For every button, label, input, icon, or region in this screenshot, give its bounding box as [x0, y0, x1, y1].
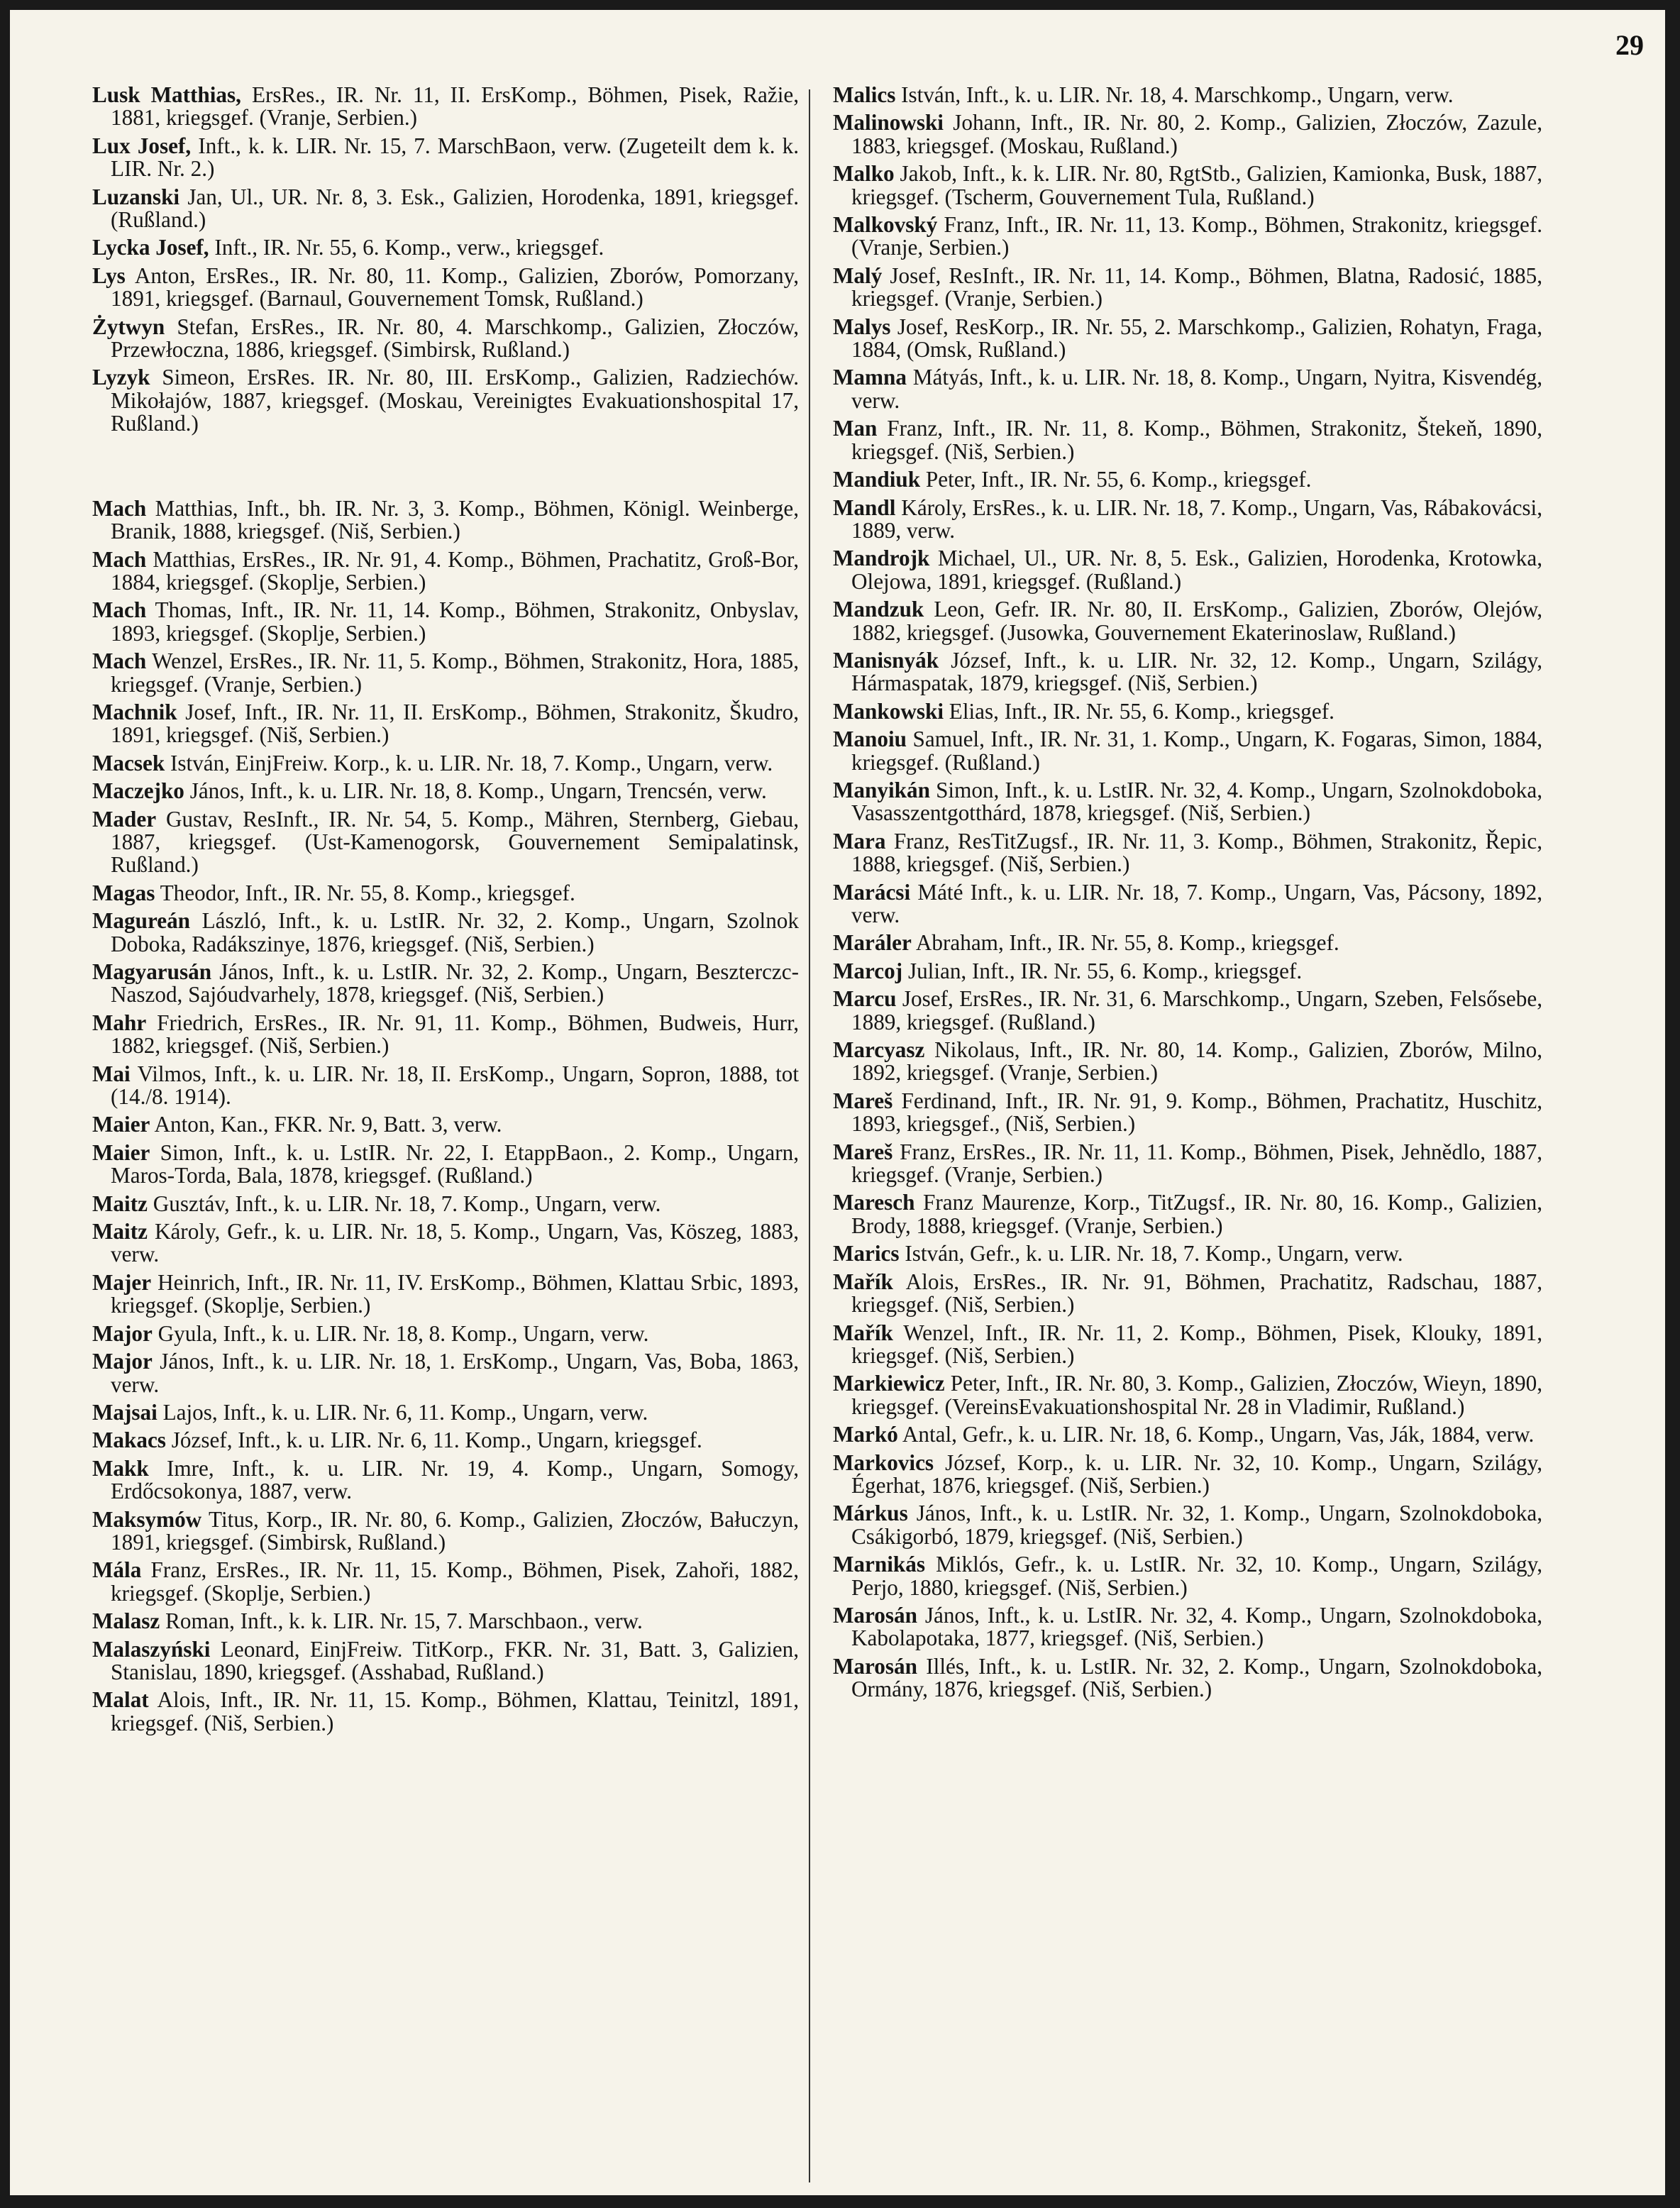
roster-entry: [92, 1559, 799, 1605]
roster-entry: [833, 1271, 1542, 1317]
entry-details: Stefan, ErsRes., IR. Nr. 80, 4. Marschkomp., Galizien, Złoczów, Przewłoczna, 1886, kriegsgef. (Simbirsk, Rußland.): [111, 314, 800, 363]
document-page: [10, 10, 1665, 2195]
entry-name: Maier: [92, 1139, 150, 1165]
entry-details: Johann, Inft., IR. Nr. 80, 2. Komp., Galizien, Złoczów, Zazule, 1883, kriegsgef. (Moskau, Rußland.): [851, 110, 1543, 158]
entry-details: Peter, Inft., IR. Nr. 55, 6. Komp., kriegsgef.: [925, 467, 1312, 492]
entry-details: Elias, Inft., IR. Nr. 55, 6. Komp., kriegsgef.: [949, 698, 1334, 724]
entry-name: Majsai: [92, 1399, 158, 1425]
entry-name: Makk: [92, 1455, 149, 1481]
entry-name: Mamna: [833, 365, 907, 390]
entry-details: Matthias, Inft., bh. IR. Nr. 3, 3. Komp., Böhmen, Königl. Weinberge, Branik, 1888, kriegsgef. (Niš, Serbien.): [111, 495, 799, 544]
roster-entry: [92, 882, 799, 905]
roster-entry: [833, 700, 1542, 723]
roster-entry: [833, 881, 1542, 927]
roster-entry: [92, 808, 799, 877]
roster-entry: [833, 84, 1542, 106]
entry-details: Leon, Gefr. IR. Nr. 80, II. ErsKomp., Galizien, Zborów, Olejów, 1882, kriegsgef. (Jusowka, Gouvernement Ekaterinoslaw, Rußland.): [851, 597, 1542, 645]
entry-name: Manoiu: [833, 727, 907, 752]
entry-name: Malics: [833, 82, 896, 107]
entry-details: Heinrich, Inft., IR. Nr. 11, IV. ErsKomp., Böhmen, Klattau Srbic, 1893, kriegsgef. (Skoplje, Serbien.): [111, 1269, 799, 1318]
roster-entry: [833, 111, 1542, 158]
roster-entry: [92, 752, 799, 775]
roster-entry: [833, 1553, 1542, 1599]
roster-entry: [92, 1271, 799, 1318]
entry-name: Malaszyński: [92, 1636, 211, 1662]
entry-details: Theodor, Inft., IR. Nr. 55, 8. Komp., kriegsgef.: [160, 880, 575, 905]
entry-details: Simon, Inft., k. u. LstIR. Nr. 22, I. EtappBaon., 2. Komp., Ungarn, Maros-Torda, Bala, 1878, kriegsgef. (Rußland.): [111, 1139, 799, 1188]
entry-name: Maitz: [92, 1219, 148, 1244]
entry-details: Josef, ResInft., IR. Nr. 11, 14. Komp., Böhmen, Blatna, Radosić, 1885, kriegsgef. (Vranje, Serbien.): [851, 263, 1543, 311]
entry-name: Lycka Josef,: [92, 235, 209, 260]
roster-entry: [833, 1322, 1542, 1368]
roster-entry: [92, 548, 799, 595]
entry-details: Abraham, Inft., IR. Nr. 55, 8. Komp., kriegsgef.: [915, 930, 1339, 956]
roster-entry: [92, 1220, 799, 1266]
entry-name: Lyzyk: [92, 365, 150, 390]
roster-entry: [833, 497, 1542, 543]
entry-details: Wenzel, ErsRes., IR. Nr. 11, 5. Komp., Böhmen, Strakonitz, Hora, 1885, kriegsgef. (Vranje, Serbien.): [111, 648, 800, 697]
entry-details: Anton, ErsRes., IR. Nr. 80, 11. Komp., Galizien, Zborów, Pomorzany, 1891, kriegsgef. (Barnaul, Gouvernement Tomsk, Rußland.): [111, 263, 800, 311]
roster-entry: [92, 1350, 799, 1396]
roster-entry: [92, 1638, 799, 1684]
entry-details: Simeon, ErsRes. IR. Nr. 80, III. ErsKomp., Galizien, Radziechów. Mikołajów, 1887, kriegsgef. (Moskau, Vereinigtes Evakuationshospital 17, Rußland.): [111, 365, 799, 436]
entry-details: Titus, Korp., IR. Nr. 80, 6. Komp., Galizien, Złoczów, Bałuczyn, 1891, kriegsgef. (Simbirsk, Rußland.): [111, 1506, 799, 1555]
roster-entry: [92, 701, 799, 747]
entry-details: László, Inft., k. u. LstIR. Nr. 32, 2. Komp., Ungarn, Szolnok Doboka, Radákszinye, 1876, kriegsgef. (Niš, Serbien.): [111, 908, 799, 956]
entry-name: Malko: [833, 161, 895, 187]
entry-details: Antal, Gefr., k. u. LIR. Nr. 18, 6. Komp., Ungarn, Vas, Ják, 1884, verw.: [902, 1422, 1535, 1447]
entry-details: István, Inft., k. u. LIR. Nr. 18, 4. Marschkomp., Ungarn, verw.: [901, 82, 1454, 107]
roster-entry: [92, 186, 799, 232]
entry-name: Mai: [92, 1061, 131, 1086]
entry-details: ErsRes., IR. Nr. 11, II. ErsKomp., Böhmen, Pisek, Ražie, 1881, kriegsgef. (Vranje, Serbien.): [111, 82, 800, 131]
entry-details: Illés, Inft., k. u. LstIR. Nr. 32, 2. Komp., Ungarn, Szolnokdoboka, Ormány, 1876, kriegsgef. (Niš, Serbien.): [851, 1653, 1542, 1702]
entry-name: Malinowski: [833, 110, 944, 136]
entry-name: Lys: [92, 263, 126, 288]
roster-entry: [92, 599, 799, 645]
entry-details: Josef, Inft., IR. Nr. 11, II. ErsKomp., Böhmen, Strakonitz, Škudro, 1891, kriegsgef. (Niš, Serbien.): [111, 699, 799, 748]
entry-name: Mareš: [833, 1088, 893, 1113]
entry-details: Josef, ErsRes., IR. Nr. 31, 6. Marschkomp., Ungarn, Szeben, Felsősebe, 1889, kriegsgef. (Rußland.): [851, 986, 1542, 1034]
entry-details: Károly, Gefr., k. u. LIR. Nr. 18, 5. Komp., Ungarn, Vas, Köszeg, 1883, verw.: [111, 1219, 800, 1267]
roster-entry: [92, 1508, 799, 1555]
entry-name: Mach: [92, 495, 147, 521]
roster-entry: [92, 1113, 799, 1136]
entry-details: Franz, Inft., IR. Nr. 11, 13. Komp., Böhmen, Strakonitz, kriegsgef. (Vranje, Serbien.): [851, 212, 1543, 260]
entry-details: Alois, ErsRes., IR. Nr. 91, Böhmen, Prachatitz, Radschau, 1887, kriegsgef. (Niš, Serbien.): [851, 1269, 1542, 1318]
roster-entry: [92, 265, 799, 311]
roster-entry: [92, 497, 799, 543]
roster-entry: [92, 1063, 799, 1109]
entry-details: Gusztáv, Inft., k. u. LIR. Nr. 18, 7. Komp., Ungarn, verw.: [153, 1191, 661, 1216]
roster-entry: [833, 1502, 1542, 1548]
entry-details: Jakob, Inft., k. k. LIR. Nr. 80, RgtStb., Galizien, Kamionka, Busk, 1887, kriegsgef. (Tscherm, Gouvernement Tula, Rußland.): [851, 161, 1542, 209]
entry-name: Macsek: [92, 750, 165, 775]
roster-entry: [833, 1191, 1542, 1237]
entry-name: Mara: [833, 828, 886, 854]
roster-entry: [833, 1039, 1542, 1085]
entry-details: János, Inft., k. u. LstIR. Nr. 32, 2. Komp., Ungarn, Beszterczc-Naszod, Sajóudvarhely, 1878, kriegsgef. (Niš, Serbien.): [111, 959, 799, 1008]
entry-details: Roman, Inft., k. k. LIR. Nr. 15, 7. Marschbaon., verw.: [165, 1608, 643, 1634]
entry-details: Nikolaus, Inft., IR. Nr. 80, 14. Komp., Galizien, Zborów, Milno, 1892, kriegsgef. (Vranje, Serbien.): [851, 1037, 1543, 1086]
entry-name: Maczejko: [92, 778, 184, 804]
entry-name: Markiewicz: [833, 1371, 945, 1396]
entry-name: Manisnyák: [833, 647, 939, 673]
entry-details: Franz, ErsRes., IR. Nr. 11, 11. Komp., Böhmen, Pisek, Jehnědlo, 1887, kriegsgef. (Vranje, Serbien.): [851, 1139, 1542, 1188]
entry-details: Franz, ErsRes., IR. Nr. 11, 15. Komp., Böhmen, Pisek, Zahoři, 1882, kriegsgef. (Skoplje, Serbien.): [111, 1557, 800, 1606]
entry-name: Marácsi: [833, 879, 911, 905]
entry-details: Vilmos, Inft., k. u. LIR. Nr. 18, II. ErsKomp., Ungarn, Sopron, 1888, tot (14./8. 1914).: [111, 1061, 799, 1110]
roster-entry: [833, 265, 1542, 311]
entry-name: Malys: [833, 314, 891, 339]
right-column: [833, 84, 1542, 1706]
entry-name: Majer: [92, 1269, 152, 1295]
section-gap: [92, 441, 799, 497]
roster-entry: [92, 1429, 799, 1452]
entry-details: János, Inft., k. u. LstIR. Nr. 32, 4. Komp., Ungarn, Szolnokdoboka, Kabolapotaka, 1877, kriegsgef. (Niš, Serbien.): [851, 1602, 1542, 1651]
entry-name: Mandzuk: [833, 597, 924, 622]
entry-name: Mandrojk: [833, 546, 930, 571]
roster-entry: [833, 728, 1542, 774]
entry-details: Michael, Ul., UR. Nr. 8, 5. Esk., Galizien, Horodenka, Krotowka, Olejowa, 1891, kriegsgef. (Rußland.): [851, 546, 1543, 594]
entry-details: Simon, Inft., k. u. LstIR. Nr. 32, 4. Komp., Ungarn, Szolnokdoboka, Vasasszentgotthárd, 1878, kriegsgef. (Niš, Serbien.): [851, 777, 1542, 826]
entry-details: János, Inft., k. u. LstIR. Nr. 32, 1. Komp., Ungarn, Szolnokdoboka, Csákigorbó, 1879, kriegsgef. (Niš, Serbien.): [851, 1501, 1542, 1549]
roster-entry: [833, 1141, 1542, 1187]
entry-name: Mankowski: [833, 698, 944, 724]
entry-details: Gyula, Inft., k. u. LIR. Nr. 18, 8. Komp., Ungarn, verw.: [158, 1320, 649, 1346]
roster-entry: [833, 366, 1542, 412]
entry-name: Maksymów: [92, 1506, 202, 1532]
entry-details: István, Gefr., k. u. LIR. Nr. 18, 7. Komp., Ungarn, verw.: [905, 1241, 1403, 1266]
entry-name: Malý: [833, 263, 883, 288]
roster-entry: [833, 417, 1542, 463]
entry-name: Mandiuk: [833, 467, 921, 492]
entry-name: Magas: [92, 880, 155, 905]
roster-entry: [92, 135, 799, 181]
entry-details: Samuel, Inft., IR. Nr. 31, 1. Komp., Ungarn, K. Fogaras, Simon, 1884, kriegsgef. (Rußland.): [851, 727, 1543, 775]
entry-name: Żytwyn: [92, 314, 165, 339]
entry-name: Mach: [92, 597, 147, 623]
entry-details: Wenzel, Inft., IR. Nr. 11, 2. Komp., Böhmen, Pisek, Klouky, 1891, kriegsgef. (Niš, Serbien.): [851, 1320, 1542, 1368]
roster-entry: [833, 988, 1542, 1034]
entry-name: Mareš: [833, 1139, 893, 1164]
entry-details: Julian, Inft., IR. Nr. 55, 6. Komp., kriegsgef.: [907, 958, 1303, 983]
entry-name: Malkovský: [833, 212, 938, 238]
entry-name: Marosán: [833, 1602, 917, 1628]
entry-name: Mála: [92, 1557, 142, 1583]
entry-details: Jan, Ul., UR. Nr. 8, 3. Esk., Galizien, Horodenka, 1891, kriegsgef. (Rußland.): [111, 184, 800, 233]
entry-details: Inft., k. k. LIR. Nr. 15, 7. MarschBaon, verw. (Zugeteilt dem k. k. LIR. Nr. 2.): [111, 133, 800, 182]
roster-entry: [833, 1090, 1542, 1136]
entry-name: Mařík: [833, 1320, 893, 1345]
entry-name: Man: [833, 416, 878, 441]
entry-name: Maier: [92, 1112, 150, 1137]
entry-details: Anton, Kan., FKR. Nr. 9, Batt. 3, verw.: [154, 1112, 502, 1137]
entry-details: Gustav, ResInft., IR. Nr. 54, 5. Komp., Mähren, Sternberg, Giebau, 1887, kriegsgef. (Ust-Kamenogorsk, Gouvernement Semipalatinsk, Rußland.): [111, 806, 799, 878]
entry-details: János, Inft., k. u. LIR. Nr. 18, 1. ErsKomp., Ungarn, Vas, Boba, 1863, verw.: [111, 1349, 800, 1397]
roster-entry: [92, 316, 799, 362]
entry-details: Mátyás, Inft., k. u. LIR. Nr. 18, 8. Komp., Ungarn, Nyitra, Kisvendég, verw.: [851, 365, 1543, 413]
roster-entry: [833, 779, 1542, 825]
entry-details: Franz Maurenze, Korp., TitZugsf., IR. Nr. 80, 16. Komp., Galizien, Brody, 1888, kriegsgef. (Vranje, Serbien.): [851, 1190, 1543, 1238]
entry-name: Mach: [92, 546, 147, 572]
entry-name: Marics: [833, 1241, 900, 1266]
roster-entry: [833, 1423, 1542, 1446]
entry-details: Friedrich, ErsRes., IR. Nr. 91, 11. Komp., Böhmen, Budweis, Hurr, 1882, kriegsgef. (Niš, Serbien.): [111, 1010, 799, 1059]
roster-entry: [92, 780, 799, 802]
roster-entry: [833, 162, 1542, 209]
entry-name: Marnikás: [833, 1552, 925, 1577]
entry-name: Makacs: [92, 1428, 166, 1453]
left-column: [92, 84, 799, 1740]
entry-details: Josef, ResKorp., IR. Nr. 55, 2. Marschkomp., Galizien, Rohatyn, Fraga, 1884, (Omsk, Rußland.): [851, 314, 1542, 363]
entry-name: Markó: [833, 1422, 898, 1447]
entry-name: Magureán: [92, 908, 191, 934]
entry-details: József, Inft., k. u. LIR. Nr. 32, 12. Komp., Ungarn, Szilágy, Hármaspatak, 1879, kriegsgef. (Niš, Serbien.): [851, 647, 1543, 696]
roster-entry: [833, 214, 1542, 260]
entry-details: Máté Inft., k. u. LIR. Nr. 18, 7. Komp., Ungarn, Vas, Pácsony, 1892, verw.: [851, 879, 1542, 927]
entry-details: Ferdinand, Inft., IR. Nr. 91, 9. Komp., Böhmen, Prachatitz, Huschitz, 1893, kriegsgef., (Niš, Serbien.): [851, 1088, 1542, 1137]
entry-details: Károly, ErsRes., k. u. LIR. Nr. 18, 7. Komp., Ungarn, Vas, Rábakovácsi, 1889, verw.: [851, 495, 1543, 543]
roster-entry: [833, 1372, 1542, 1418]
entry-details: Franz, Inft., IR. Nr. 11, 8. Komp., Böhmen, Strakonitz, Štekeň, 1890, kriegsgef. (Niš, Serbien.): [851, 416, 1542, 464]
entry-details: Thomas, Inft., IR. Nr. 11, 14. Komp., Böhmen, Strakonitz, Onbyslav, 1893, kriegsgef. (Skoplje, Serbien.): [111, 597, 800, 646]
entry-name: Mařík: [833, 1269, 893, 1294]
entry-details: Franz, ResTitZugsf., IR. Nr. 11, 3. Komp., Böhmen, Strakonitz, Řepic, 1888, kriegsgef. (Niš, Serbien.): [851, 828, 1542, 877]
entry-name: Marcu: [833, 986, 897, 1012]
entry-name: Major: [92, 1349, 153, 1374]
entry-details: Lajos, Inft., k. u. LIR. Nr. 6, 11. Komp., Ungarn, verw.: [162, 1399, 648, 1425]
roster-entry: [833, 547, 1542, 593]
entry-name: Maresch: [833, 1190, 915, 1215]
entry-name: Mahr: [92, 1010, 147, 1035]
roster-entry: [833, 1452, 1542, 1498]
entry-name: Malat: [92, 1687, 149, 1713]
entry-name: Márkus: [833, 1501, 908, 1526]
roster-entry: [833, 960, 1542, 983]
entry-name: Machnik: [92, 699, 177, 724]
column-divider: [809, 89, 810, 2182]
entry-details: Inft., IR. Nr. 55, 6. Komp., verw., kriegsgef.: [214, 235, 604, 260]
roster-entry: [833, 468, 1542, 491]
roster-entry: [833, 316, 1542, 362]
roster-entry: [92, 366, 799, 435]
entry-name: Magyarusán: [92, 959, 212, 984]
entry-details: József, Inft., k. u. LIR. Nr. 6, 11. Komp., Ungarn, kriegsgef.: [171, 1428, 702, 1453]
roster-entry: [92, 84, 799, 130]
roster-entry: [92, 1689, 799, 1735]
entry-name: Mader: [92, 806, 157, 832]
entry-name: Lusk Matthias,: [92, 82, 241, 107]
roster-entry: [833, 1655, 1542, 1701]
page-number: 29: [1615, 29, 1644, 61]
entry-name: Malasz: [92, 1608, 160, 1634]
entry-name: Manyikán: [833, 777, 930, 802]
entry-name: Marcoj: [833, 958, 903, 983]
roster-entry: [92, 910, 799, 956]
entry-name: Maitz: [92, 1191, 148, 1216]
entry-name: Markovics: [833, 1450, 934, 1475]
roster-entry: [92, 650, 799, 696]
roster-entry: [92, 1610, 799, 1633]
entry-details: József, Korp., k. u. LIR. Nr. 32, 10. Komp., Ungarn, Szilágy, Égerhat, 1876, kriegsgef. (Niš, Serbien.): [851, 1450, 1543, 1498]
entry-details: Leonard, EinjFreiw. TitKorp., FKR. Nr. 31, Batt. 3, Galizien, Stanislau, 1890, kriegsgef. (Asshabad, Rußland.): [111, 1636, 799, 1684]
roster-entry: [92, 236, 799, 259]
roster-entry: [833, 830, 1542, 876]
roster-entry: [92, 1139, 799, 1188]
entry-name: Luzanski: [92, 184, 180, 209]
roster-entry: [92, 1320, 799, 1346]
entry-details: Alois, Inft., IR. Nr. 11, 15. Komp., Böhmen, Klattau, Teinitzl, 1891, kriegsgef. (Niš, Serbien.): [111, 1687, 800, 1735]
entry-name: Mach: [92, 648, 147, 674]
roster-entry: [92, 1012, 799, 1058]
entry-details: István, EinjFreiw. Korp., k. u. LIR. Nr. 18, 7. Komp., Ungarn, verw.: [170, 750, 773, 775]
entry-details: Miklós, Gefr., k. u. LstIR. Nr. 32, 10. Komp., Ungarn, Szilágy, Perjo, 1880, kriegsgef. (Niš, Serbien.): [851, 1552, 1543, 1600]
entry-name: Marosán: [833, 1653, 917, 1679]
entry-details: Matthias, ErsRes., IR. Nr. 91, 4. Komp., Böhmen, Prachatitz, Groß-Bor, 1884, kriegsgef. (Skoplje, Serbien.): [111, 546, 799, 595]
entry-name: Marcyasz: [833, 1037, 925, 1063]
roster-entry: [833, 932, 1542, 954]
entry-details: János, Inft., k. u. LIR. Nr. 18, 8. Komp., Ungarn, Trencsén, verw.: [189, 778, 767, 804]
roster-entry: [833, 598, 1542, 644]
entry-details: Imre, Inft., k. u. LIR. Nr. 19, 4. Komp., Ungarn, Somogy, Erdőcsokonya, 1887, verw.: [111, 1455, 800, 1504]
entry-name: Major: [92, 1320, 153, 1346]
roster-entry: [833, 649, 1542, 695]
roster-entry: [92, 1457, 799, 1503]
entry-name: Maráler: [833, 930, 912, 956]
roster-entry: [92, 1193, 799, 1215]
roster-entry: [833, 1604, 1542, 1650]
entry-details: Peter, Inft., IR. Nr. 80, 3. Komp., Galizien, Złoczów, Wieyn, 1890, kriegsgef. (VereinsEvakuationshospital Nr. 28 in Vladimir, Rußland.): [851, 1371, 1543, 1419]
roster-entry: [833, 1242, 1542, 1265]
roster-entry: [92, 1401, 799, 1424]
entry-name: Mandl: [833, 495, 896, 520]
entry-name: Lux Josef,: [92, 133, 192, 158]
roster-entry: [92, 961, 799, 1007]
